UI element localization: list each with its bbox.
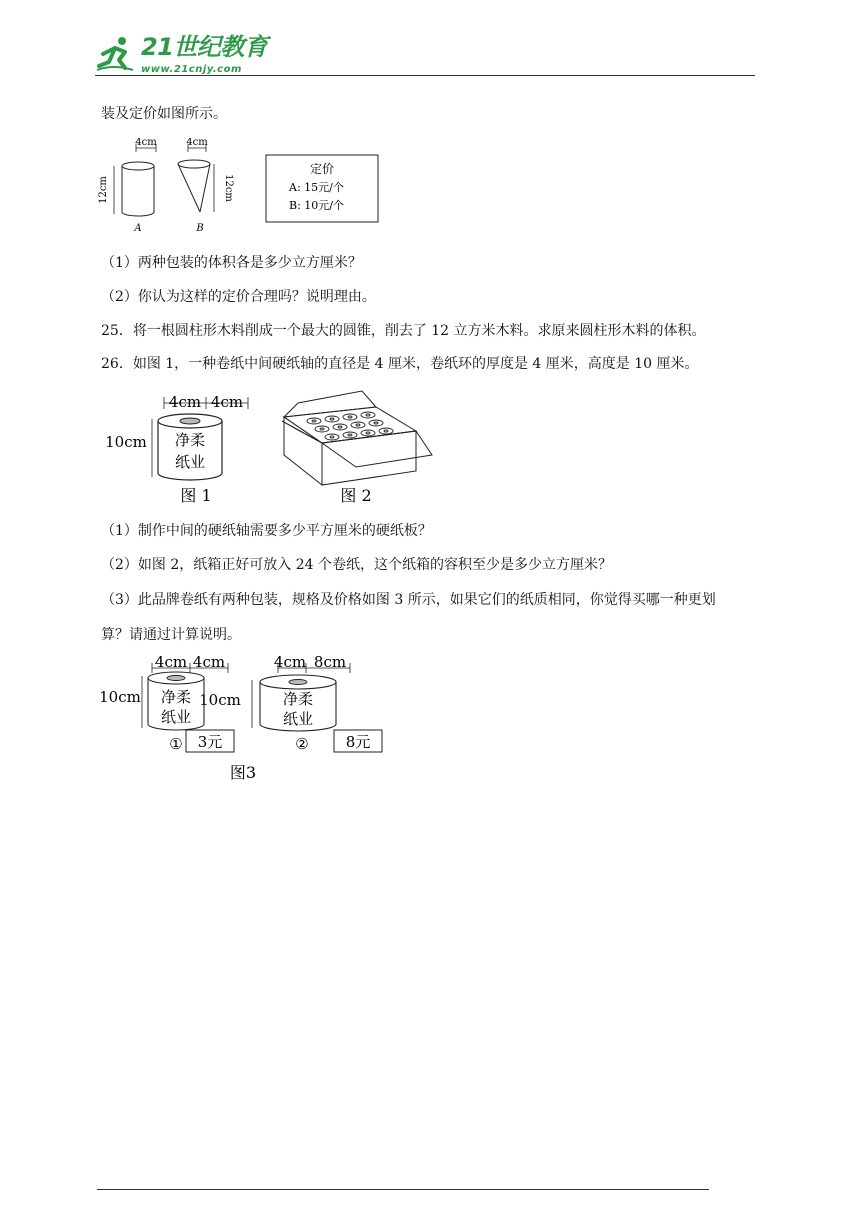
fig3-r1-brand-1: 净柔 [160,688,192,706]
page-header [95,30,755,78]
price-title: 定价 [309,162,335,176]
footer-rule [97,1189,709,1190]
fig1-brand-line1: 净柔 [174,431,206,449]
fig3-r1-number: ① [169,735,183,753]
question-24-1: （1）两种包装的体积各是多少立方厘米？ [101,255,362,271]
cone-b-letter: B [196,223,204,234]
figure-1-2 [100,385,440,514]
cone-b-top-label: 4cm [186,138,208,148]
question-26-1: （1）制作中间的硬纸轴需要多少平方厘米的硬纸板？ [101,523,432,539]
intro-text: 装及定价如图所示。 [101,106,227,122]
price-b: B: 10元/个 [289,199,344,212]
fig3-caption: 图3 [229,763,257,782]
figure-3 [98,650,398,789]
fig1-top-right-label: 4cm [210,393,244,411]
cylinder-a-top-label: 4cm [135,138,157,148]
fig3-r2-brand-2: 纸业 [282,710,314,728]
fig3-r2-top-left: 4cm [273,653,307,671]
question-26-3a: （3）此品牌卷纸有两种包装，规格及价格如图 3 所示，如果它们的纸质相同，你觉得买哪一种更划 [101,592,716,608]
question-26-3b: 算？请通过计算说明。 [101,627,241,643]
cone-b [178,138,234,234]
fig3-r2-number: ② [295,735,309,753]
figure-2-box [282,391,432,505]
cylinder-a-height-label: 12cm [98,176,109,204]
fig3-r1-price: 3元 [197,733,223,751]
fig3-r2-height: 10cm [199,691,241,709]
logo [95,34,267,74]
question-24-2: （2）你认为这样的定价合理吗？说明理由。 [101,289,376,305]
logo-url-text: www.21cnjy.com [141,64,242,75]
fig3-r2-brand-1: 净柔 [282,690,314,708]
figure-1-roll [105,393,248,505]
question-25: 25．将一根圆柱形木料削成一个最大的圆锥，削去了 12 立方米木料。求原来圆柱形木料的体积。 [101,323,706,339]
runner-logo-icon [95,34,135,74]
fig1-top-left-label: 4cm [168,393,202,411]
fig1-caption: 图 1 [180,486,212,505]
fig1-height-label: 10cm [105,433,147,451]
cylinder-a [98,138,157,234]
fig3-r1-top-right: 4cm [192,653,226,671]
fig3-r1-height: 10cm [99,688,141,706]
figure-ab [96,138,396,242]
question-26-2: （2）如图 2，纸箱正好可放入 24 个卷纸，这个纸箱的容积至少是多少立方厘米？ [101,557,612,573]
fig3-r1-top-left: 4cm [154,653,188,671]
cone-b-height-label: 12cm [223,174,234,202]
cylinder-a-letter: A [134,223,142,234]
fig1-brand-line2: 纸业 [174,453,206,471]
fig2-caption: 图 2 [340,486,372,505]
logo-brand-text: 21世纪教育 [141,33,268,61]
fig3-r1-brand-2: 纸业 [160,708,192,726]
question-26: 26．如图 1，一种卷纸中间硬纸轴的直径是 4 厘米，卷纸环的厚度是 4 厘米，高度是 10 厘米。 [101,356,699,372]
price-a: A: 15元/个 [289,181,344,194]
fig3-r2-top-right: 8cm [313,653,347,671]
fig3-r2-price: 8元 [345,733,371,751]
price-box [266,155,378,222]
header-rule [95,75,755,76]
